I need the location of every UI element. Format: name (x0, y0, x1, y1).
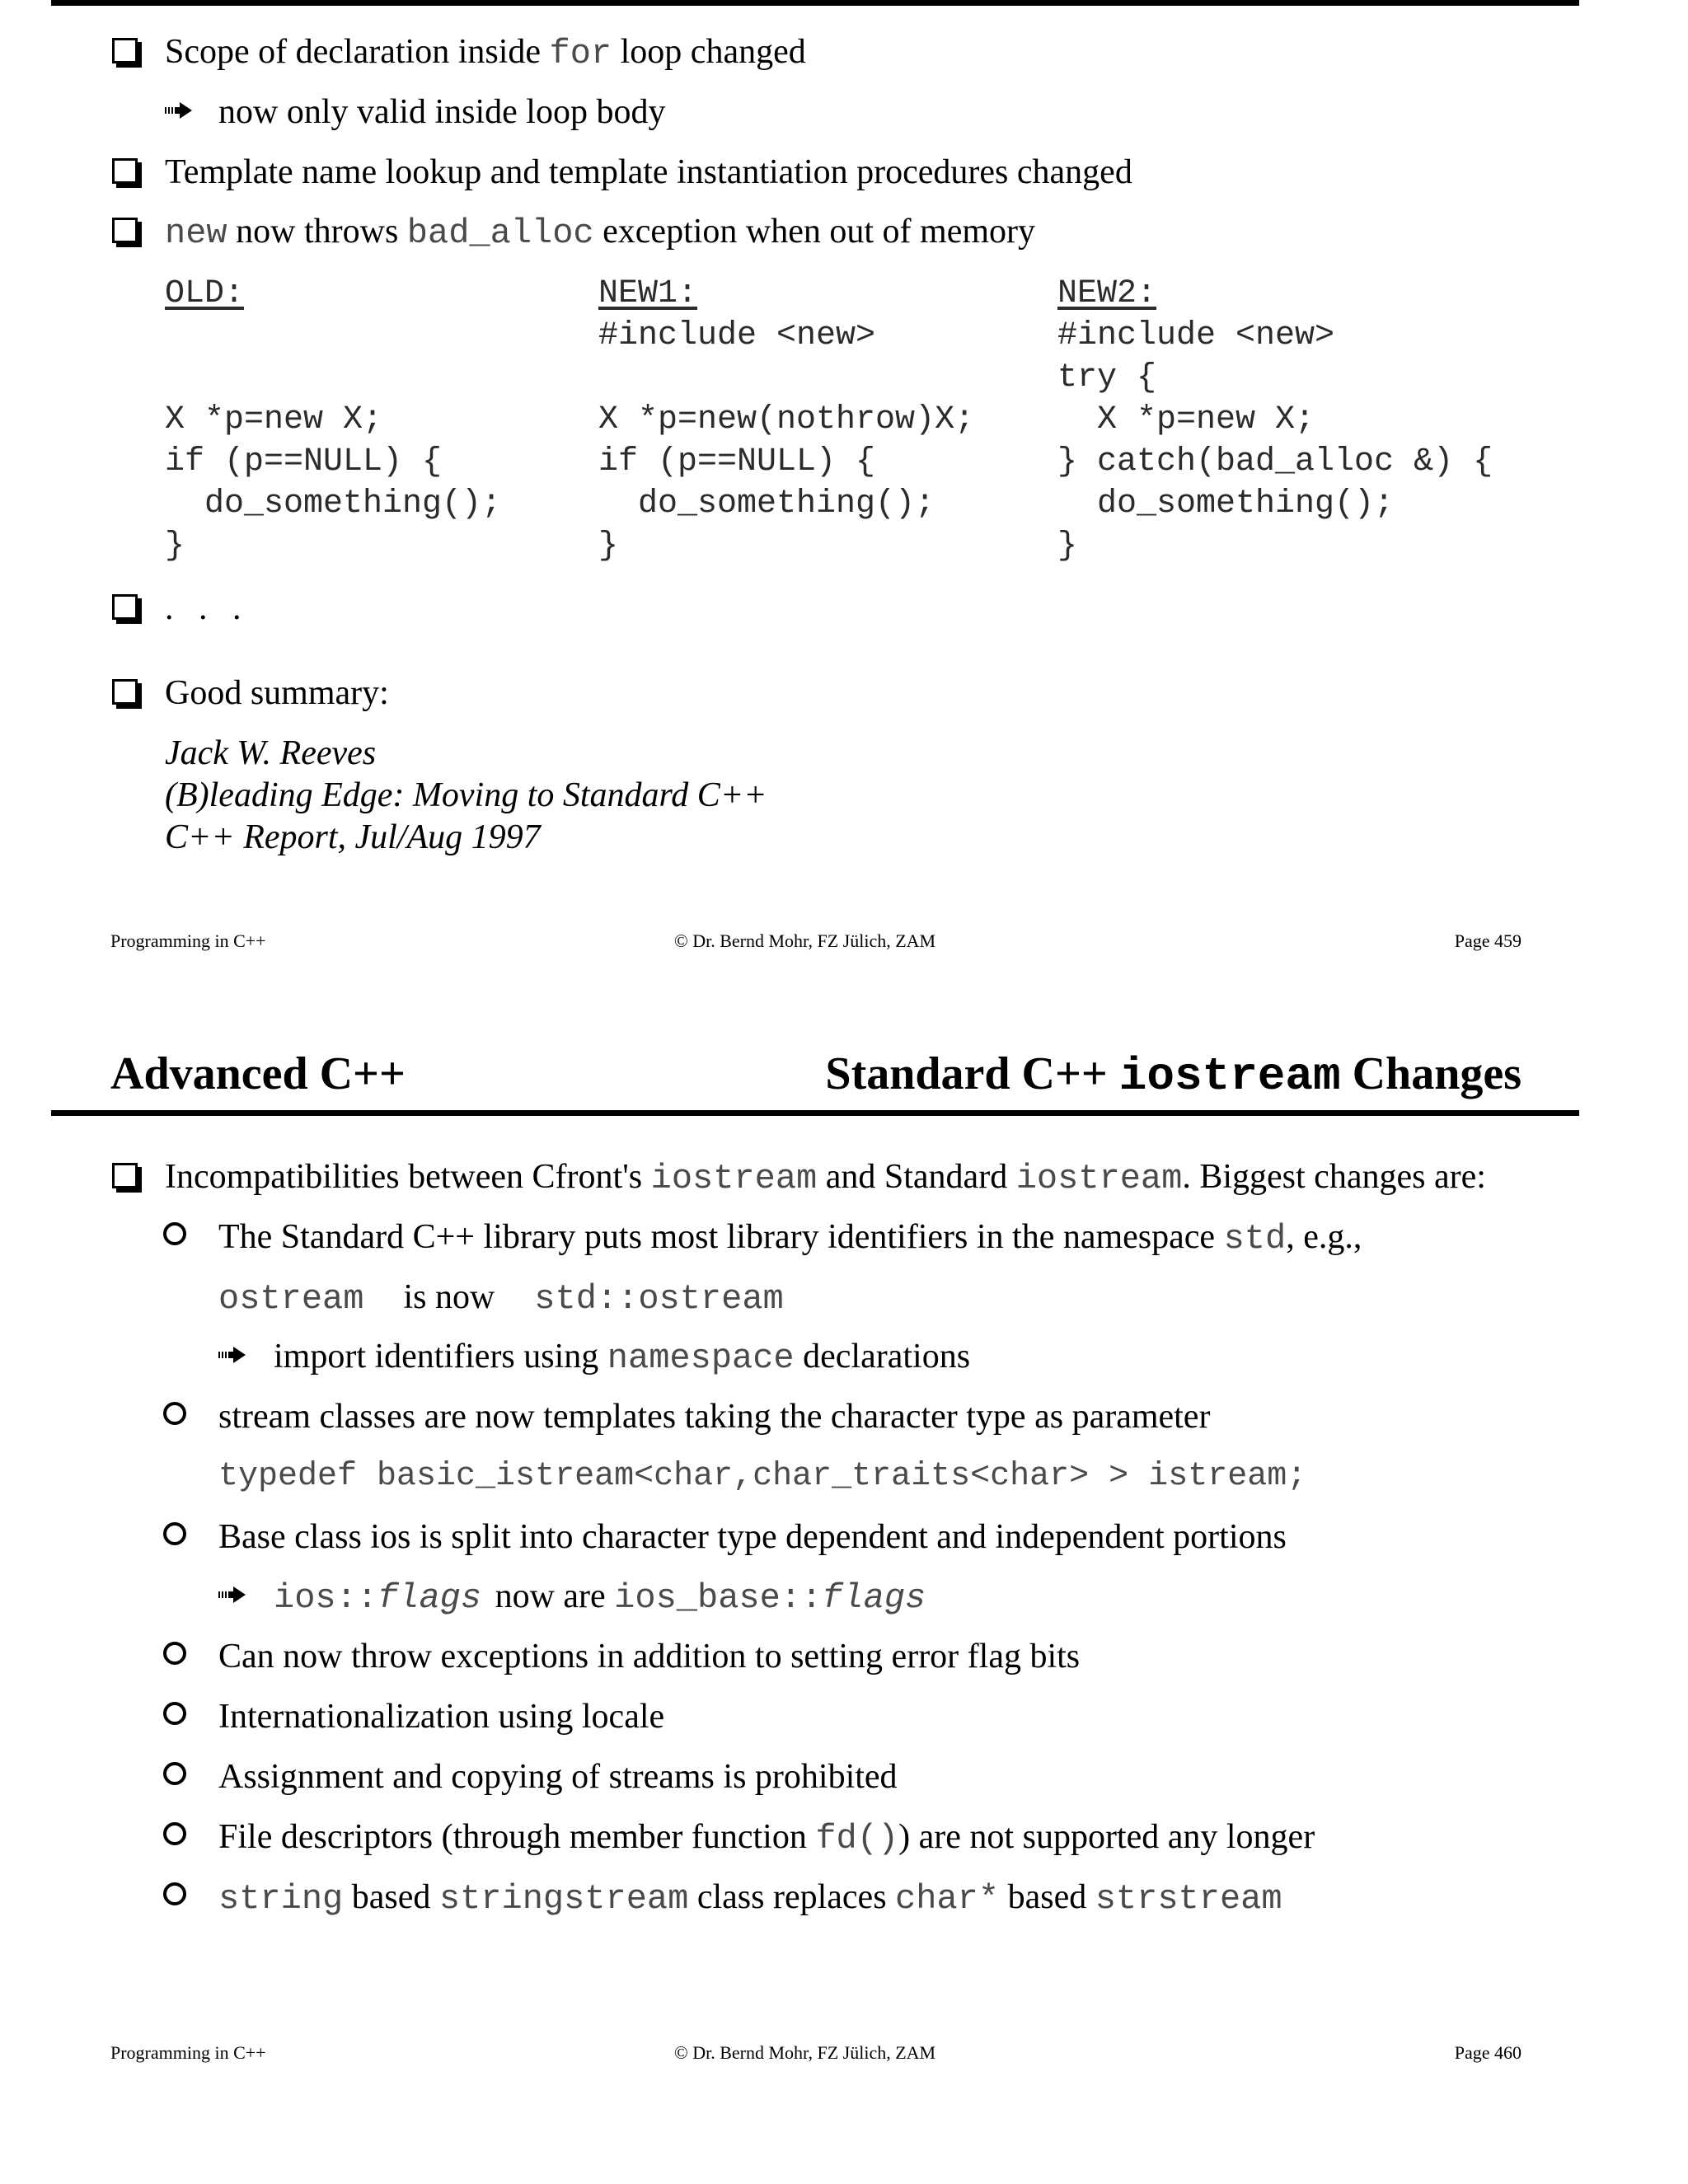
bullet-text: loop changed (612, 33, 806, 71)
code-namespace: namespace (607, 1338, 795, 1378)
circle-bullet-icon (163, 1522, 186, 1545)
sub-item-namespace-declarations (274, 1335, 970, 1380)
code-std: std (1223, 1219, 1287, 1258)
item-namespace-std (218, 1216, 1362, 1260)
code-line: if (p==NULL) { (598, 443, 876, 480)
footer-page-number: Page 460 (1454, 2042, 1522, 2063)
item-internationalization: Internationalization using locale (218, 1698, 665, 1736)
title-text: Standard C++ (825, 1048, 1119, 1099)
bullet-good-summary: Good summary: (165, 674, 389, 712)
square-bullet-icon (112, 218, 138, 243)
code-line: X *p=new X; (165, 401, 383, 438)
code-ostream: ostream (218, 1279, 364, 1319)
bullet-text: exception when out of memory (593, 213, 1035, 251)
code-char-ptr: char* (895, 1879, 1000, 1919)
code-header-new2: NEW2: (1057, 275, 1157, 312)
circle-bullet-icon (163, 1222, 186, 1245)
circle-bullet-icon (163, 1822, 186, 1845)
item-assignment-prohibited: Assignment and copying of streams is prohibited (218, 1758, 898, 1796)
item-ios-split: Base class ios is split into character type dependent and independent portions (218, 1518, 1287, 1556)
page-title-left: Advanced C++ (110, 1048, 406, 1099)
bullet-text: now throws (227, 213, 407, 251)
bullet-new-throws (165, 210, 1035, 255)
circle-bullet-icon (163, 1702, 186, 1725)
top-rule (51, 0, 1579, 6)
code-stringstream: stringstream (438, 1879, 689, 1919)
item-text: based (999, 1878, 1095, 1916)
square-bullet-icon (112, 1163, 138, 1188)
reference-title: (B)leading Edge: Moving to Standard C++ (165, 776, 767, 814)
code-strstream: strstream (1095, 1879, 1282, 1919)
code-line: #include <new> (598, 317, 876, 354)
footer-course-title: Programming in C++ (110, 930, 266, 951)
item-text: declarations (794, 1338, 971, 1376)
item-stream-templates: stream classes are now templates taking the character type as parameter (218, 1398, 1211, 1436)
code-std-ostream: std::ostream (534, 1279, 784, 1319)
item-throw-exceptions: Can now throw exceptions in addition to setting error flag bits (218, 1638, 1081, 1675)
code-fd: fd() (815, 1819, 899, 1858)
intro-text: and Standard (817, 1158, 1016, 1196)
code-line: try { (1057, 359, 1157, 396)
code-iostream: iostream (650, 1159, 818, 1198)
code-for: for (549, 34, 612, 73)
item-text: now are (486, 1577, 615, 1615)
reference-source: C++ Report, Jul/Aug 1997 (165, 818, 541, 856)
square-bullet-icon (112, 38, 138, 63)
item-file-descriptors (218, 1816, 1315, 1860)
title-text: Changes (1340, 1048, 1522, 1099)
item-stringstream (218, 1876, 1282, 1920)
item-text: import identifiers using (274, 1338, 607, 1376)
reference-author: Jack W. Reeves (165, 734, 377, 772)
code-header-new1: NEW1: (598, 275, 698, 312)
circle-bullet-icon (163, 1402, 186, 1425)
circle-bullet-icon (163, 1762, 186, 1785)
code-bad-alloc: bad_alloc (406, 213, 594, 253)
code-column-new2 (1057, 273, 1493, 567)
bullet-text: Scope of declaration inside (165, 33, 550, 71)
sub-item-ios-flags (274, 1575, 926, 1619)
item-text: , e.g., (1286, 1218, 1362, 1256)
code-line: #include <new> (1057, 317, 1335, 354)
item-text: ) are not supported any longer (898, 1818, 1315, 1856)
item-text: based (343, 1878, 439, 1916)
code-line: X *p=new(nothrow)X; (598, 401, 975, 438)
code-flags: flags (822, 1578, 926, 1618)
arrow-right-icon (218, 1586, 246, 1604)
intro-text: Incompatibilities between Cfront's (165, 1158, 651, 1196)
footer-page-number: Page 459 (1454, 930, 1522, 951)
code-string: string (218, 1879, 344, 1919)
code-line: do_something(); (598, 485, 935, 523)
code-line: do_something(); (165, 485, 502, 523)
item-text: The Standard C++ library puts most library identifiers in the namespace (218, 1218, 1224, 1256)
code-iostream: iostream (1015, 1159, 1183, 1198)
code-new: new (165, 213, 227, 253)
code-line: } catch(bad_alloc &) { (1057, 443, 1493, 480)
code-line: } (598, 527, 619, 565)
square-bullet-icon (112, 679, 138, 705)
code-line: if (p==NULL) { (165, 443, 443, 480)
footer-course-title: Programming in C++ (110, 2042, 266, 2063)
code-line: } (1057, 527, 1078, 565)
code-line: X *p=new X; (1057, 401, 1315, 438)
bullet-template-lookup: Template name lookup and template instantiation procedures changed (165, 153, 1132, 191)
title-rule (51, 1110, 1579, 1116)
intro-incompatibilities (165, 1155, 1486, 1200)
code-column-old (165, 273, 501, 567)
code-line: do_something(); (1057, 485, 1395, 523)
sub-bullet-loop-body: now only valid inside loop body (218, 93, 666, 131)
bullet-scope-for (165, 30, 806, 75)
code-column-new1 (598, 273, 974, 567)
title-code-iostream: iostream (1118, 1050, 1341, 1103)
square-bullet-icon (112, 594, 138, 620)
item-text: File descriptors (through member function (218, 1818, 816, 1856)
code-ios: ios:: (274, 1578, 378, 1618)
arrow-right-icon (165, 101, 193, 120)
code-line: } (165, 527, 185, 565)
footer-copyright: © Dr. Bernd Mohr, FZ Jülich, ZAM (674, 2042, 936, 2063)
square-bullet-icon (112, 158, 138, 184)
footer-copyright: © Dr. Bernd Mohr, FZ Jülich, ZAM (674, 930, 936, 951)
intro-text: . Biggest changes are: (1182, 1158, 1486, 1196)
page-title-right (825, 1047, 1522, 1103)
item-text: class replaces (688, 1878, 896, 1916)
circle-bullet-icon (163, 1642, 186, 1665)
item-text: is now (403, 1278, 495, 1316)
code-ios-base: ios_base:: (614, 1578, 823, 1618)
circle-bullet-icon (163, 1882, 186, 1905)
code-flags: flags (377, 1578, 482, 1618)
arrow-right-icon (218, 1346, 246, 1364)
item-example-ostream (218, 1276, 784, 1320)
bullet-ellipsis: . . . (165, 589, 250, 627)
code-header-old: OLD: (165, 275, 245, 312)
code-typedef-istream: typedef basic_istream<char,char_traits<char> > istream; (218, 1458, 1307, 1495)
